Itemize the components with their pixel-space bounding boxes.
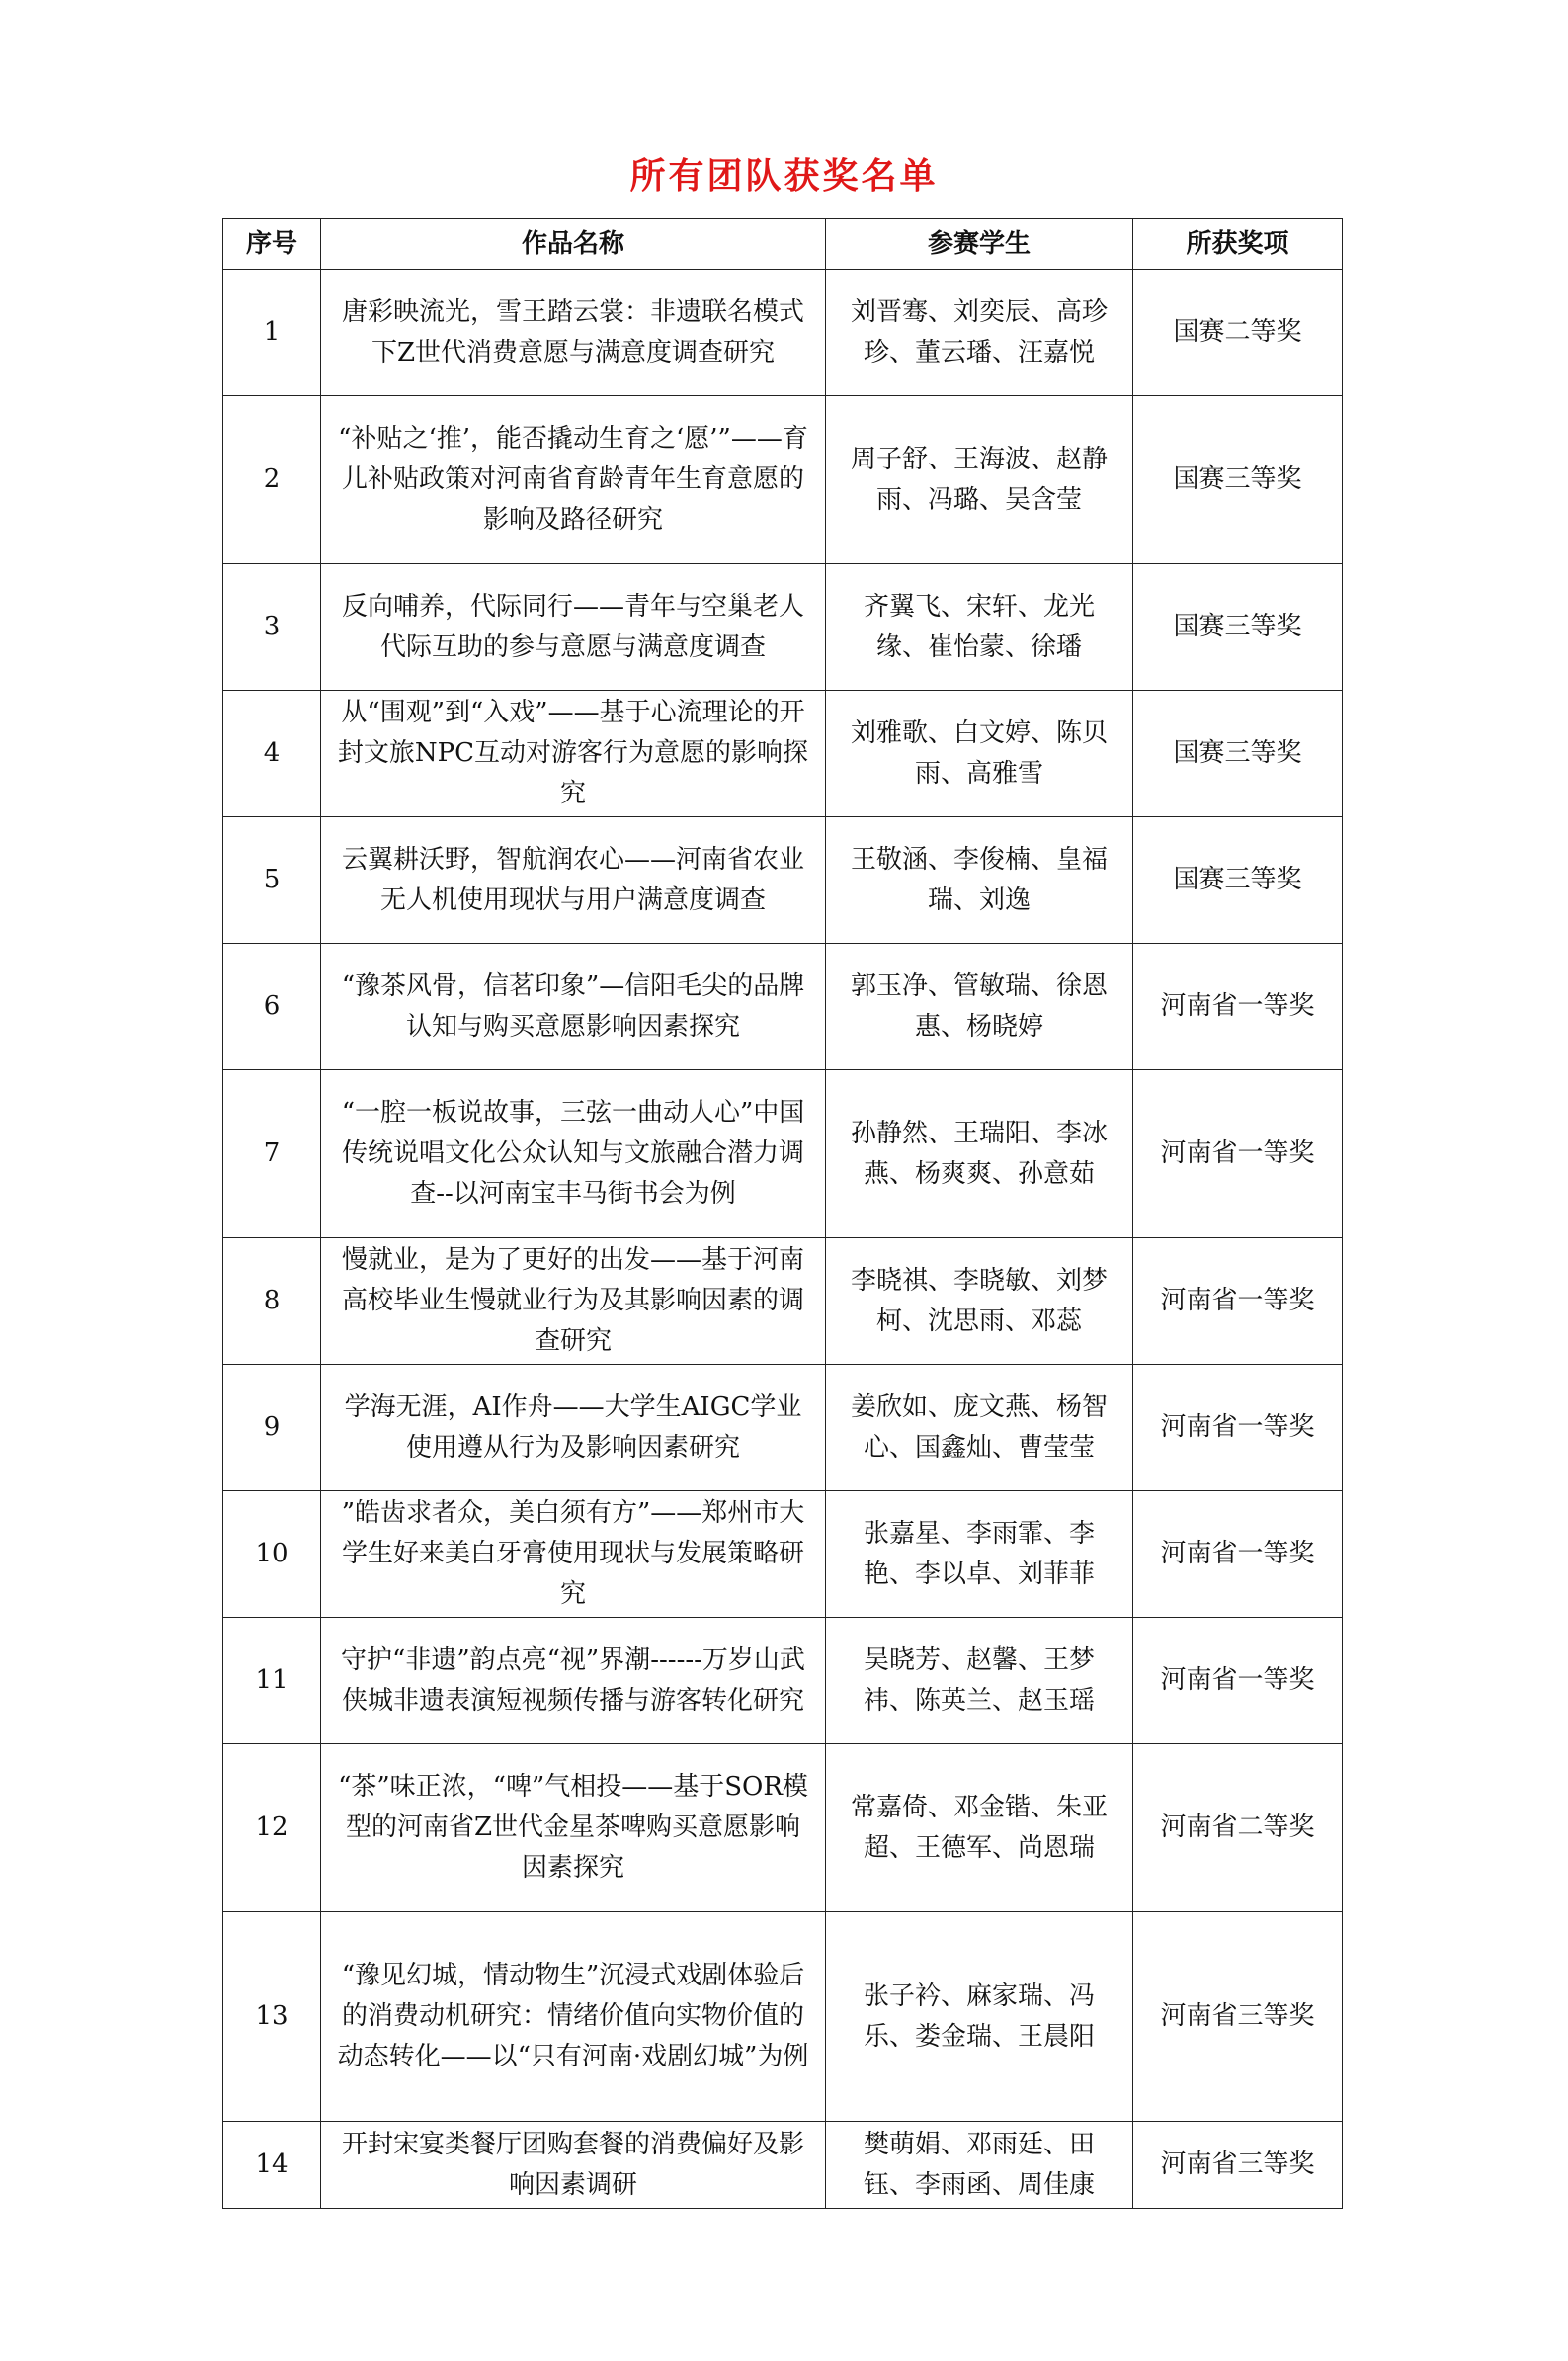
award-name: 国赛三等奖 bbox=[1133, 564, 1343, 691]
student-names: 齐翼飞、宋轩、龙光缘、崔怡蒙、徐璠 bbox=[826, 564, 1133, 691]
award-name: 河南省三等奖 bbox=[1133, 2122, 1343, 2209]
award-name: 河南省一等奖 bbox=[1133, 1365, 1343, 1491]
student-names: 孙静然、王瑞阳、李冰燕、杨爽爽、孙意茹 bbox=[826, 1070, 1133, 1238]
table-header bbox=[223, 219, 1343, 270]
page-title: 所有团队获奖名单 bbox=[629, 156, 939, 197]
row-number: 2 bbox=[223, 396, 321, 564]
work-title: 反向哺养，代际同行——青年与空巢老人代际互助的参与意愿与满意度调查 bbox=[321, 564, 826, 691]
award-name: 河南省一等奖 bbox=[1133, 1238, 1343, 1365]
header-work-title: 作品名称 bbox=[321, 219, 826, 270]
student-names: 刘雅歌、白文婷、陈贝雨、高雅雪 bbox=[826, 691, 1133, 817]
award-name: 河南省三等奖 bbox=[1133, 1912, 1343, 2122]
work-title: 唐彩映流光，雪王踏云裳：非遗联名模式下Z世代消费意愿与满意度调查研究 bbox=[321, 270, 826, 396]
row-number: 10 bbox=[223, 1491, 321, 1618]
header-students: 参赛学生 bbox=[826, 219, 1133, 270]
student-names: 常嘉倚、邓金锴、朱亚超、王德军、尚恩瑞 bbox=[826, 1744, 1133, 1912]
table-row bbox=[223, 1491, 1343, 1618]
award-name: 河南省一等奖 bbox=[1133, 1070, 1343, 1238]
row-number: 7 bbox=[223, 1070, 321, 1238]
work-title: “豫茶风骨，信茗印象”—信阳毛尖的品牌认知与购买意愿影响因素探究 bbox=[321, 944, 826, 1070]
student-names: 郭玉净、管敏瑞、徐恩惠、杨晓婷 bbox=[826, 944, 1133, 1070]
table-row bbox=[223, 1744, 1343, 1912]
row-number: 9 bbox=[223, 1365, 321, 1491]
table-row bbox=[223, 1618, 1343, 1744]
work-title: 守护“非遗”韵点亮“视”界潮------万岁山武侠城非遗表演短视频传播与游客转化研究 bbox=[321, 1618, 826, 1744]
table-row bbox=[223, 817, 1343, 944]
award-name: 河南省一等奖 bbox=[1133, 1618, 1343, 1744]
row-number: 3 bbox=[223, 564, 321, 691]
award-name: 国赛三等奖 bbox=[1133, 396, 1343, 564]
student-names: 李晓祺、李晓敏、刘梦柯、沈思雨、邓蕊 bbox=[826, 1238, 1133, 1365]
table-row bbox=[223, 1238, 1343, 1365]
student-names: 张子衿、麻家瑞、冯乐、娄金瑞、王晨阳 bbox=[826, 1912, 1133, 2122]
table-row bbox=[223, 396, 1343, 564]
award-name: 河南省二等奖 bbox=[1133, 1744, 1343, 1912]
table-row bbox=[223, 1365, 1343, 1491]
award-name: 国赛二等奖 bbox=[1133, 270, 1343, 396]
award-name: 国赛三等奖 bbox=[1133, 817, 1343, 944]
work-title: “茶”味正浓，“啤”气相投——基于SOR模型的河南省Z世代金星茶啤购买意愿影响因素探究 bbox=[321, 1744, 826, 1912]
row-number: 13 bbox=[223, 1912, 321, 2122]
work-title: 开封宋宴类餐厅团购套餐的消费偏好及影响因素调研 bbox=[321, 2122, 826, 2209]
header-award: 所获奖项 bbox=[1133, 219, 1343, 270]
student-names: 刘晋骞、刘奕辰、高珍珍、董云璠、汪嘉悦 bbox=[826, 270, 1133, 396]
row-number: 14 bbox=[223, 2122, 321, 2209]
row-number: 6 bbox=[223, 944, 321, 1070]
award-name: 河南省一等奖 bbox=[1133, 1491, 1343, 1618]
student-names: 周子舒、王海波、赵静雨、冯璐、吴含莹 bbox=[826, 396, 1133, 564]
row-number: 4 bbox=[223, 691, 321, 817]
work-title: 云翼耕沃野，智航润农心——河南省农业无人机使用现状与用户满意度调查 bbox=[321, 817, 826, 944]
table-row bbox=[223, 2122, 1343, 2209]
row-number: 8 bbox=[223, 1238, 321, 1365]
table-row bbox=[223, 691, 1343, 817]
work-title: ”皓齿求者众，美白须有方”——郑州市大学生好来美白牙膏使用现状与发展策略研究 bbox=[321, 1491, 826, 1618]
student-names: 张嘉星、李雨霏、李艳、李以卓、刘菲菲 bbox=[826, 1491, 1133, 1618]
row-number: 11 bbox=[223, 1618, 321, 1744]
student-names: 吴晓芳、赵馨、王梦祎、陈英兰、赵玉瑶 bbox=[826, 1618, 1133, 1744]
work-title: 学海无涯，AI作舟——大学生AIGC学业使用遵从行为及影响因素研究 bbox=[321, 1365, 826, 1491]
student-names: 樊萌娟、邓雨廷、田钰、李雨函、周佳康 bbox=[826, 2122, 1133, 2209]
student-names: 姜欣如、庞文燕、杨智心、国鑫灿、曹莹莹 bbox=[826, 1365, 1133, 1491]
header-row bbox=[223, 219, 1343, 270]
row-number: 12 bbox=[223, 1744, 321, 1912]
work-title: “豫见幻城，情动物生”沉浸式戏剧体验后的消费动机研究：情绪价值向实物价值的动态转化——以“只有河南·戏剧幻城”为例 bbox=[321, 1912, 826, 2122]
awards-table bbox=[222, 218, 1343, 2209]
work-title: 慢就业，是为了更好的出发——基于河南高校毕业生慢就业行为及其影响因素的调查研究 bbox=[321, 1238, 826, 1365]
table-row bbox=[223, 270, 1343, 396]
student-names: 王敬涵、李俊楠、皇福瑞、刘逸 bbox=[826, 817, 1133, 944]
work-title: 从“围观”到“入戏”——基于心流理论的开封文旅NPC互动对游客行为意愿的影响探究 bbox=[321, 691, 826, 817]
row-number: 1 bbox=[223, 270, 321, 396]
work-title: “一腔一板说故事，三弦一曲动人心”中国传统说唱文化公众认知与文旅融合潜力调查--以河南宝丰马街书会为例 bbox=[321, 1070, 826, 1238]
award-name: 国赛三等奖 bbox=[1133, 691, 1343, 817]
row-number: 5 bbox=[223, 817, 321, 944]
table-row bbox=[223, 944, 1343, 1070]
table-row bbox=[223, 564, 1343, 691]
table-row bbox=[223, 1912, 1343, 2122]
table-row bbox=[223, 1070, 1343, 1238]
work-title: “补贴之‘推’，能否撬动生育之‘愿’”——育儿补贴政策对河南省育龄青年生育意愿的影响及路径研究 bbox=[321, 396, 826, 564]
award-name: 河南省一等奖 bbox=[1133, 944, 1343, 1070]
table-body bbox=[223, 270, 1343, 2209]
header-number: 序号 bbox=[223, 219, 321, 270]
